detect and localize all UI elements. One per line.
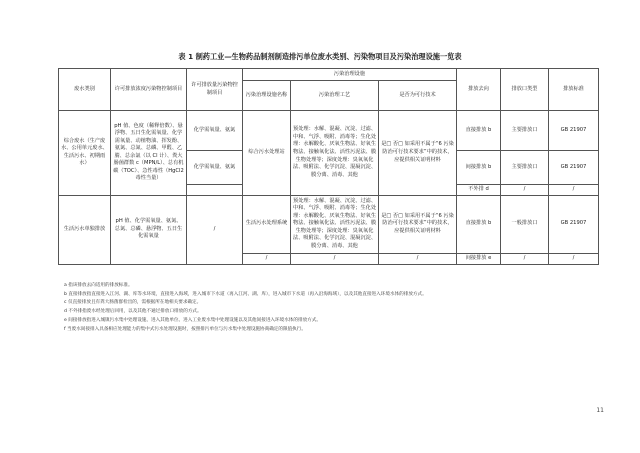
outlet-type-cell: 一般排放口 [501,195,549,253]
header-amount-items: 许可排放量污染物控制项目 [187,69,243,111]
header-outlet-type: 排放口类型 [501,69,549,111]
amount-items-cell: / [187,195,243,264]
footnote: e 间接排放指进入城镇污水集中处理设施、进入其他单位、进入工业废水集中处理设施以及其他间接进入环境水体的排放方式。 [64,317,321,323]
header-feasible: 是否为可行技术 [379,81,457,111]
facility-cell: 生活污水处理系统 [243,195,291,253]
page-number: 11 [596,407,604,414]
destination-cell: 间接排放 e [457,253,501,264]
process-cell: 预处理：水解、混凝、沉淀、过滤、中和、气浮、吸附、消毒等；生化处理：水解酸化、厌氧生物法、好氧生物法、接触氧化法、活性污泥法、膜生物处理等；深度处理：臭氧氧化法、吸附法、化学沉淀、混凝沉淀、膜分离、消毒、其他 [291,111,379,196]
footnote: b 直接排放指直接进入江河、湖、库等水环境，直接进入海域，进入城市下水道（再入江河、湖、库），进入城市下水道（再入沿海海域），以及其他直接进入环境水体的排放方式。 [64,291,427,297]
destination-cell: 间接排放 b [457,151,501,185]
destination-cell: 直接排放 b [457,111,501,151]
process-cell: 预处理：水解、混凝、沉淀、过滤、中和、气浮、吸附、消毒等；生化处理：水解酸化、厌氧生物法、好氧生物法、接触氧化法、活性污泥法、膜生物处理等；深度处理：臭氧氧化法、吸附法、化学沉淀、混凝沉淀、膜分离、消毒、其他 [291,195,379,253]
facility-cell: 综合污水处理站 [243,111,291,196]
pollution-table [58,68,599,265]
destination-cell: 不外排 d [457,185,501,196]
amount-items-cell: 化学需氧量、氨氮 [187,111,243,151]
table-row [59,111,599,151]
amount-items-cell: 化学需氧量、氨氮 [187,151,243,185]
feasible-cell: / [379,253,457,264]
header-concentration-items: 许可排放浓度污染物控制项目 [111,69,187,111]
standard-cell: GB 21907 [549,195,599,253]
outlet-type-cell: 主要排放口 [501,151,549,185]
footnotes [64,282,594,334]
header-facility-name: 污染治理设施名称 [243,81,291,111]
footnote: c 仅直接排放且有粪大肠菌群检出的，需根据所在地相关要求确定。 [64,300,202,306]
standard-cell: GB 21907 [549,111,599,151]
standard-cell: / [549,185,599,196]
header-wastewater-category: 废水类别 [59,69,111,111]
destination-cell: 直接排放 b [457,195,501,253]
concentration-items-cell: pH 值、色度（稀释倍数）、悬浮物、五日生化需氧量、化学需氧量、动植物油、挥发酚、氨氮、总氮、总磷、甲醛、乙腈、总余氯（以 Cl 计）、粪大肠菌群数 c（MPN/L）、总有机碳（TOC）、急性毒性（HgCl2 毒性当量） [111,111,187,196]
outlet-type-cell: / [501,185,549,196]
feasible-cell: 是□ 否□ 如采用不属于“6 污染防治可行技术要求”中的技术，应提供相关证明材料 [379,195,457,253]
outlet-type-cell: 主要排放口 [501,111,549,151]
header-discharge-standard: 排放标准 [549,69,599,111]
category-cell: 综合废水（生产废水、公用单元废水、生活污水、初期雨水） [59,111,111,196]
table-row [59,195,599,253]
standard-cell: GB 21907 [549,151,599,185]
footnote: d 不外排指废水经处理后回用，以及其他不通过排放口排放的方式。 [64,309,202,315]
feasible-cell: 是□ 否□ 如采用不属于“6 污染防治可行技术要求”中的技术，应提供相关证明材料 [379,111,457,196]
concentration-items-cell: pH 值、化学需氧量、氨氮、总氮、总磷、悬浮物、五日生化需氧量 [111,195,187,264]
footnote: f 当废水间接排入具备相应处理能力的集中式污水处理设施时，按照排污单位与污水集中处理设施协商确定的限值执行。 [64,326,306,332]
table-title: 表 1 制药工业—生物药品制剂制造排污单位废水类别、污染物项目及污染治理设施一览表 [178,52,462,61]
process-cell: / [291,253,379,264]
standard-cell: / [549,253,599,264]
header-treatment-group: 污染治理设施 [243,69,457,81]
facility-cell: / [243,253,291,264]
outlet-type-cell: / [501,253,549,264]
amount-items-cell [187,185,243,196]
category-cell: 生活污水单独排放 [59,195,111,264]
header-process: 污染治理工艺 [291,81,379,111]
footnote: a 指该排放去向适用的排放标准。 [64,283,133,288]
header-discharge-destination: 排放去向 [457,69,501,111]
